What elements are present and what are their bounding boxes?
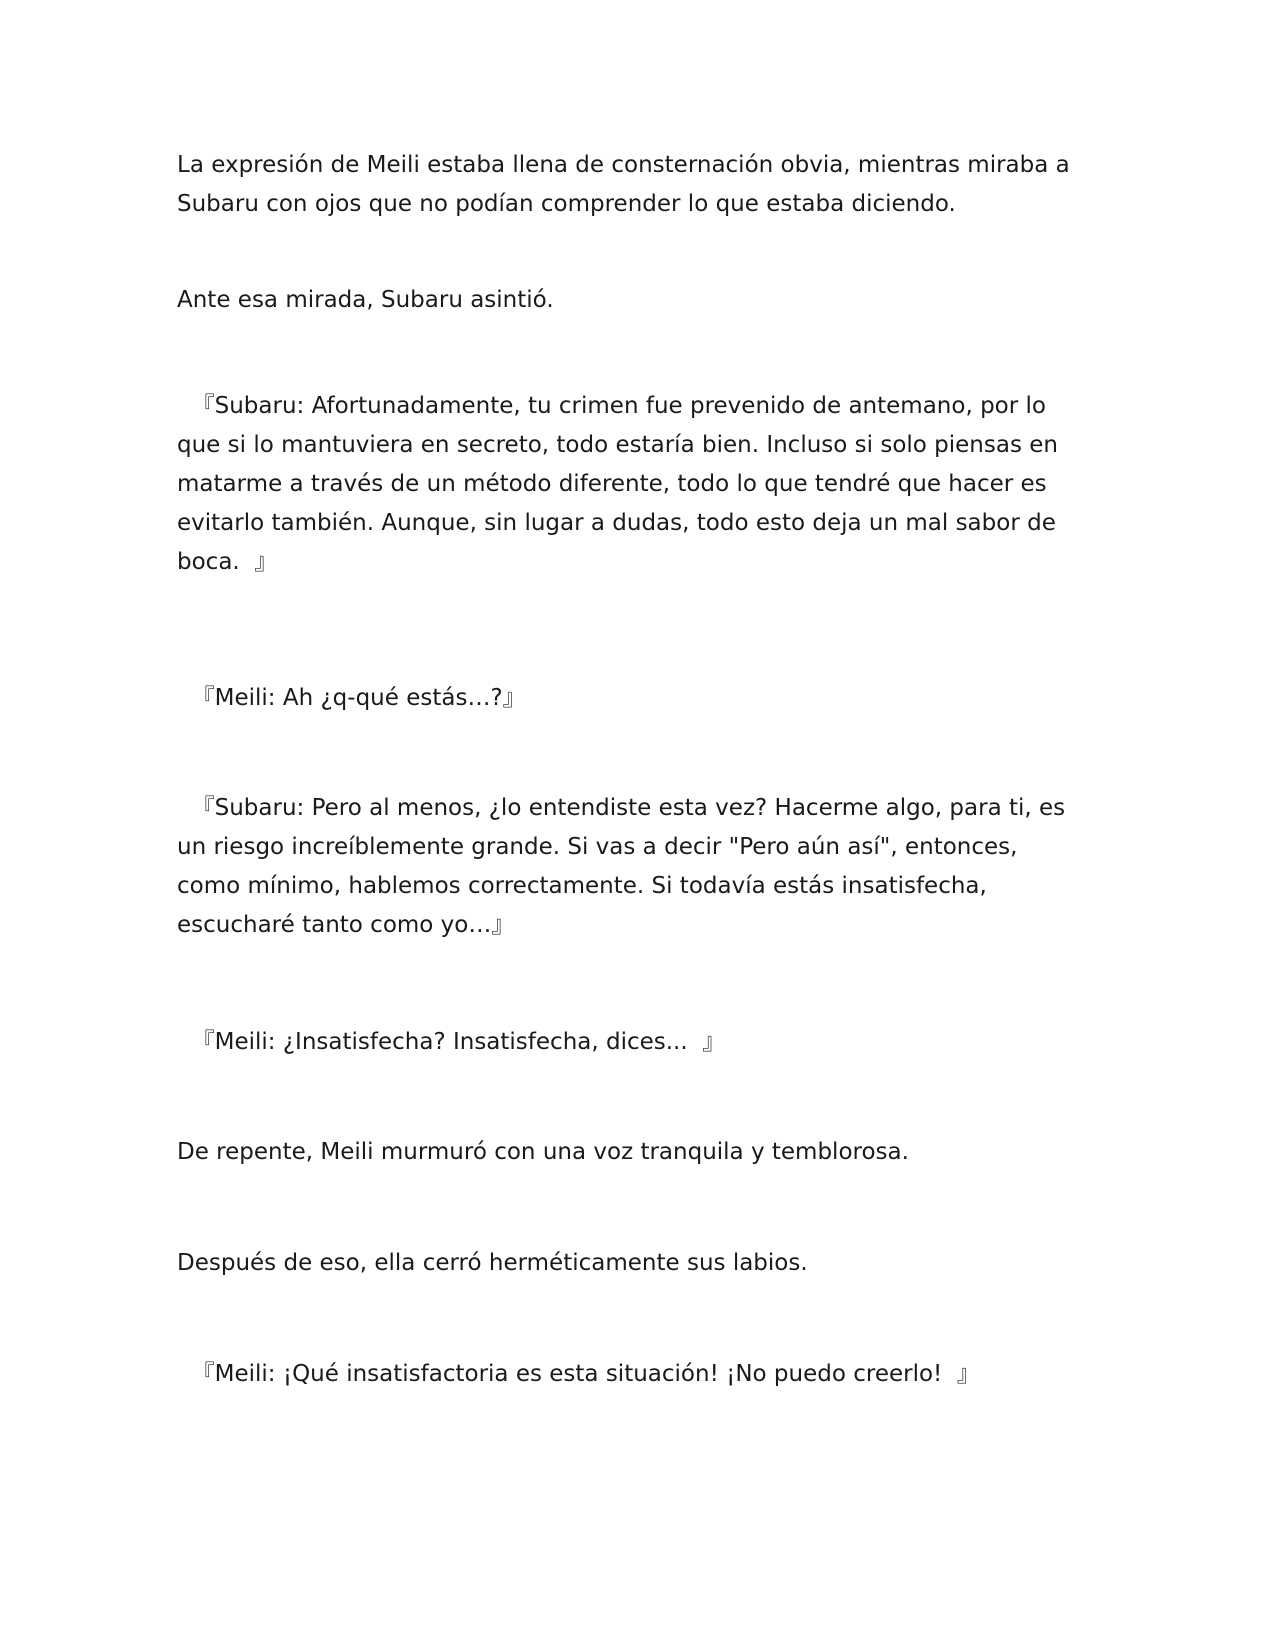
- text-line: Ante esa mirada, Subaru asintió.: [177, 287, 554, 313]
- dialogue-meili-1: [177, 679, 1097, 718]
- text-line: que si lo mantuviera en secreto, todo estaría bien. Incluso si solo piensas en: [177, 432, 1058, 458]
- text-line: La expresión de Meili estaba llena de consternación obvia, mientras miraba a: [177, 152, 1070, 178]
- text-line: 『Subaru: Pero al menos, ¿lo entendiste esta vez? Hacerme algo, para ti, es: [177, 795, 1066, 821]
- text-line: De repente, Meili murmuró con una voz tranquila y temblorosa.: [177, 1139, 909, 1165]
- text-line: 『Meili: ¡Qué insatisfactoria es esta situación! ¡No puedo creerlo! 』: [177, 1361, 980, 1387]
- dialogue-subaru-1: [177, 387, 1097, 582]
- text-line: un riesgo increíblemente grande. Si vas a decir "Pero aún así", entonces,: [177, 834, 1018, 860]
- text-line: Subaru con ojos que no podían comprender lo que estaba diciendo.: [177, 191, 956, 217]
- paragraph-meili-murmurs: [177, 1133, 1097, 1172]
- text-line: 『Meili: ¿Insatisfecha? Insatisfecha, dices... 』: [177, 1029, 726, 1055]
- dialogue-subaru-2: [177, 789, 1097, 945]
- text-line: 『Subaru: Afortunadamente, tu crimen fue prevenido de antemano, por lo: [177, 393, 1046, 419]
- text-line: escucharé tanto como yo…』: [177, 912, 515, 938]
- paragraph-subaru-nods: [177, 281, 1097, 320]
- text-line: Después de eso, ella cerró herméticamente sus labios.: [177, 1250, 808, 1276]
- paragraph-meili-expression: [177, 146, 1097, 224]
- text-line: evitarlo también. Aunque, sin lugar a dudas, todo esto deja un mal sabor de: [177, 510, 1056, 536]
- paragraph-closed-lips: [177, 1244, 1097, 1283]
- dialogue-meili-3: [177, 1355, 1097, 1394]
- text-line: boca. 』: [177, 549, 278, 575]
- text-line: matarme a través de un método diferente, todo lo que tendré que hacer es: [177, 471, 1047, 497]
- dialogue-meili-2: [177, 1023, 1097, 1062]
- text-line: como mínimo, hablemos correctamente. Si todavía estás insatisfecha,: [177, 873, 987, 899]
- text-line: 『Meili: Ah ¿q-qué estás…?』: [177, 685, 526, 711]
